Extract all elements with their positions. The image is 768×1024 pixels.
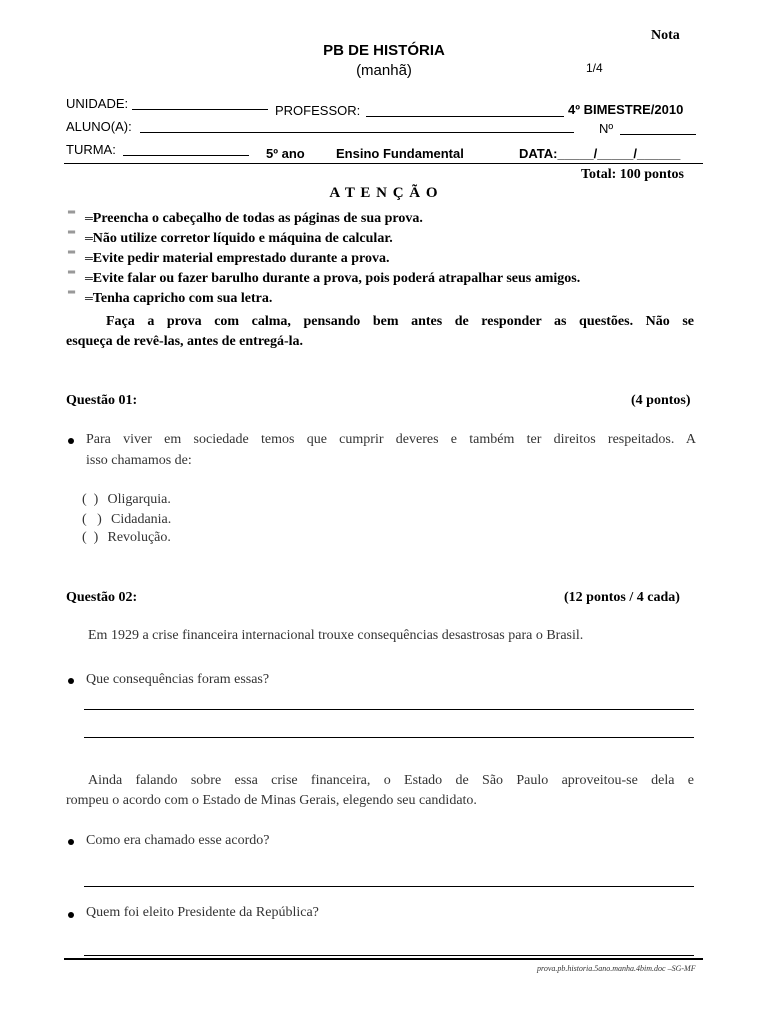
answer-line[interactable] <box>84 737 694 738</box>
nota-label: Nota <box>651 28 680 43</box>
q1-prompt-line-2: isso chamamos de: <box>86 453 192 468</box>
professor-label: PROFESSOR: <box>275 103 361 118</box>
q2-intro-2-line-2: rompeu o acordo com o Estado de Minas Gerais, elegendo seu candidato. <box>66 793 477 808</box>
professor-field[interactable] <box>366 116 564 117</box>
footer-filename: prova.pb.historia.5ano.manha.4bim.doc –SG-MF <box>537 964 696 973</box>
aluno-field[interactable] <box>140 132 574 133</box>
attention-item: ═Evite falar ou fazer barulho durante a prova, pois poderá atrapalhar seus amigos. <box>85 271 581 286</box>
bullet-icon <box>68 678 74 684</box>
q1-label: Questão 01: <box>66 393 138 408</box>
attention-item: ═Não utilize corretor líquido e máquina de calcular. <box>85 231 393 246</box>
attention-item: ═Preencha o cabeçalho de todas as páginas de sua prova. <box>85 211 423 226</box>
unidade-field[interactable] <box>132 109 268 110</box>
data-field[interactable]: DATA:_____/_____/______ <box>519 146 681 161</box>
turma-field[interactable] <box>123 155 249 156</box>
q2-question-a: Que consequências foram essas? <box>86 672 270 687</box>
page-indicator: 1/4 <box>586 61 603 75</box>
attention-item: ═Tenha capricho com sua letra. <box>85 291 273 306</box>
ensino-label: Ensino Fundamental <box>336 146 464 161</box>
advice-line-2: esqueça de revê-las, antes de entregá-la. <box>66 334 304 349</box>
exam-subtitle: (manhã) <box>356 62 412 79</box>
unidade-label: UNIDADE: <box>66 96 129 111</box>
bullet-icon <box>68 912 74 918</box>
answer-line[interactable] <box>84 886 694 887</box>
bullet-icon <box>68 438 74 444</box>
bimestre-label: 4º BIMESTRE/2010 <box>568 102 684 117</box>
answer-line[interactable] <box>84 955 694 956</box>
checkbox-icon: ═ <box>68 267 76 278</box>
header-divider <box>64 163 703 164</box>
q1-points: (4 pontos) <box>631 393 691 408</box>
ano-label: 5º ano <box>266 146 305 161</box>
attention-item: ═Evite pedir material emprestado durante a prova. <box>85 251 390 266</box>
checkbox-icon: ═ <box>68 287 76 298</box>
q2-points: (12 pontos / 4 cada) <box>564 590 680 605</box>
q2-question-b: Como era chamado esse acordo? <box>86 833 270 848</box>
q2-question-c: Quem foi eleito Presidente da República? <box>86 905 319 920</box>
numero-field[interactable] <box>620 134 696 135</box>
aluno-label: ALUNO(A): <box>66 119 132 134</box>
attention-title: A T E N Ç Ã O <box>329 185 439 201</box>
exam-title: PB DE HISTÓRIA <box>323 42 445 59</box>
footer-divider <box>64 958 703 960</box>
total-points: Total: 100 pontos <box>581 167 684 182</box>
answer-line[interactable] <box>84 709 694 710</box>
checkbox-icon: ═ <box>68 227 76 238</box>
q1-prompt-line-1: Para viver em sociedade temos que cumprir deveres e também ter direitos respeitados. A <box>86 432 696 447</box>
q1-option[interactable]: ( ) Revolução. <box>82 530 171 545</box>
q2-intro-1: Em 1929 a crise financeira internacional trouxe consequências desastrosas para o Brasil. <box>88 628 584 643</box>
option-checkbox[interactable]: ( ) <box>82 530 99 545</box>
q2-intro-2-line-1: Ainda falando sobre essa crise financeira, o Estado de São Paulo aproveitou-se dela e <box>88 773 694 788</box>
turma-label: TURMA: <box>66 142 116 157</box>
checkbox-icon: ═ <box>68 247 76 258</box>
q1-option[interactable]: ( ) Oligarquia. <box>82 492 171 507</box>
checkbox-icon: ═ <box>68 207 76 218</box>
q2-label: Questão 02: <box>66 590 138 605</box>
option-checkbox[interactable]: ( ) <box>82 492 99 507</box>
numero-label: Nº <box>599 121 614 136</box>
option-checkbox[interactable]: ( ) <box>82 512 102 527</box>
q1-option[interactable]: ( ) Cidadania. <box>82 512 172 527</box>
bullet-icon <box>68 839 74 845</box>
advice-line-1: Faça a prova com calma, pensando bem antes de responder as questões. Não se <box>106 314 694 329</box>
